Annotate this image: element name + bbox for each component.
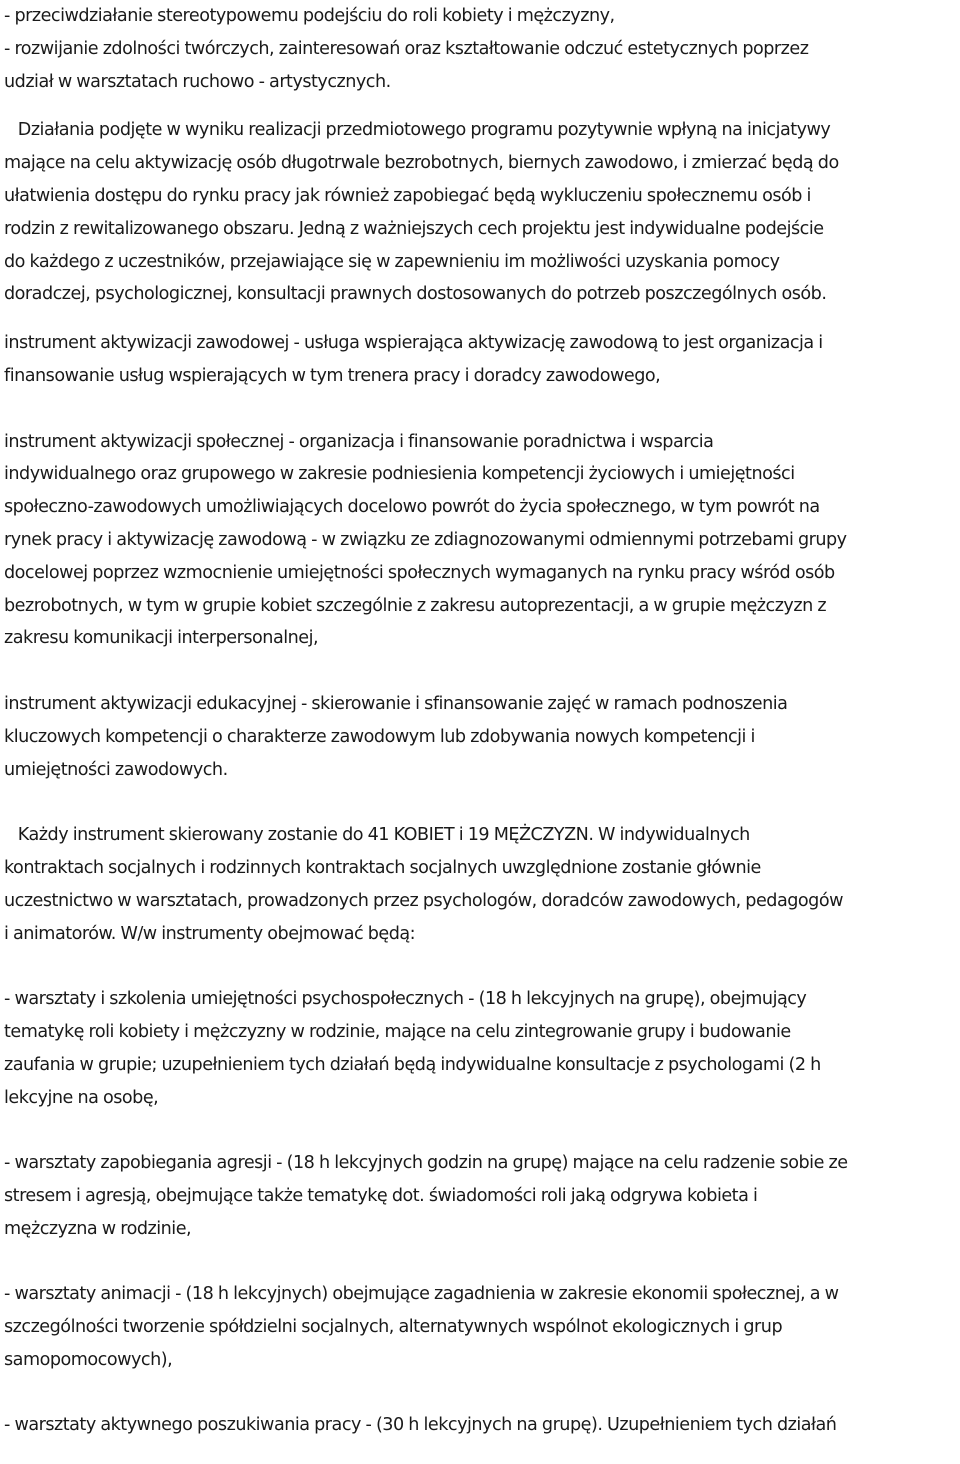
list-item: - przeciwdziałanie stereotypowemu podejściu do roli kobiety i mężczyzny, xyxy=(4,6,615,26)
list-item-continuation: lekcyjne na osobę, xyxy=(4,1087,159,1108)
paragraph-line: rynek pracy i aktywizację zawodową - w związku ze zdiagnozowanymi odmiennymi potrzebami grupy xyxy=(4,529,847,550)
paragraph-line: rodzin z rewitalizowanego obszaru. Jedną z ważniejszych cech projektu jest indywidualne podejście xyxy=(4,218,824,239)
instrument-zawodowy-paragraph xyxy=(4,327,960,393)
paragraph-line: społeczno-zawodowych umożliwiających docelowo powrót do życia społecznego, w tym powrót na xyxy=(4,497,820,518)
paragraph-line: docelowej poprzez wzmocnienie umiejętności społecznych wymaganych na rynku pracy wśród osób xyxy=(4,562,835,583)
workshop-agresja-item xyxy=(4,1147,960,1245)
paragraph-line: kluczowych kompetencji o charakterze zawodowym lub zdobywania nowych kompetencji i xyxy=(4,726,755,747)
list-item-continuation: tematykę roli kobiety i mężczyzny w rodzinie, mające na celu zintegrowanie grupy i budowanie xyxy=(4,1021,791,1042)
paragraph-line: i animatorów. W/w instrumenty obejmować będą: xyxy=(4,923,416,944)
paragraph-spacer xyxy=(4,98,960,114)
intro-list xyxy=(4,0,960,98)
document-page xyxy=(4,0,960,1464)
instrument-edukacyjny-paragraph xyxy=(4,688,960,786)
paragraph-spacer xyxy=(4,311,960,327)
paragraph-line: kontraktach socjalnych i rodzinnych kontraktach socjalnych uwzględnione zostanie głównie xyxy=(4,857,761,878)
participants-paragraph xyxy=(4,819,960,950)
paragraph-line: Każdy instrument skierowany zostanie do 41 KOBIET i 19 MĘŻCZYZN. W indywidualnych xyxy=(4,825,750,846)
list-item-continuation: szczególności tworzenie spółdzielni socjalnych, alternatywnych wspólnot ekologicznych i grup xyxy=(4,1317,783,1338)
list-item: - rozwijanie zdolności twórczych, zainteresowań oraz kształtowanie odczuć estetycznych poprzez xyxy=(4,38,809,59)
list-item: - warsztaty aktywnego poszukiwania pracy - (30 h lekcyjnych na grupę). Uzupełnieniem tych działań xyxy=(4,1415,837,1436)
workshop-animacja-item xyxy=(4,1278,960,1376)
list-item-continuation: zaufania w grupie; uzupełnieniem tych działań będą indywidualne konsultacje z psychologami (2 h xyxy=(4,1054,821,1075)
paragraph-line: finansowanie usług wspierających w tym trenera pracy i doradcy zawodowego, xyxy=(4,365,661,386)
list-item: - warsztaty i szkolenia umiejętności psychospołecznych - (18 h lekcyjnych na grupę), obejmujący xyxy=(4,989,807,1010)
paragraph-line: ułatwienia dostępu do rynku pracy jak również zapobiegać będą wykluczeniu społecznemu osób i xyxy=(4,185,811,206)
list-item-continuation: samopomocowych), xyxy=(4,1349,173,1370)
paragraph-line: mające na celu aktywizację osób długotrwale bezrobotnych, biernych zawodowo, i zmierzać będą do xyxy=(4,153,839,174)
impact-paragraph xyxy=(4,114,960,311)
list-item-continuation: mężczyzna w rodzinie, xyxy=(4,1218,192,1239)
paragraph-spacer xyxy=(4,1245,960,1278)
list-item-continuation: stresem i agresją, obejmujące także tematykę dot. świadomości roli jaką odgrywa kobieta i xyxy=(4,1185,758,1206)
paragraph-spacer xyxy=(4,1114,960,1147)
paragraph-spacer xyxy=(4,950,960,983)
paragraph-line: Działania podjęte w wyniku realizacji przedmiotowego programu pozytywnie wpłyną na inicjatywy xyxy=(4,120,831,141)
paragraph-line: instrument aktywizacji edukacyjnej - skierowanie i sfinansowanie zajęć w ramach podnoszenia xyxy=(4,693,788,714)
paragraph-spacer xyxy=(4,655,960,688)
workshop-psycho-item xyxy=(4,983,960,1114)
paragraph-line: instrument aktywizacji zawodowej - usługa wspierająca aktywizację zawodową to jest organizacja i xyxy=(4,333,823,354)
paragraph-line: do każdego z uczestników, przejawiające się w zapewnieniu im możliwości uzyskania pomocy xyxy=(4,251,780,272)
list-item-continuation: udział w warsztatach ruchowo - artystycznych. xyxy=(4,71,391,92)
paragraph-line: umiejętności zawodowych. xyxy=(4,759,228,780)
instrument-spoleczny-paragraph xyxy=(4,426,960,656)
paragraph-spacer xyxy=(4,393,960,426)
list-item: - warsztaty animacji - (18 h lekcyjnych) obejmujące zagadnienia w zakresie ekonomii społecznej, a w xyxy=(4,1284,839,1305)
paragraph-line: instrument aktywizacji społecznej - organizacja i finansowanie poradnictwa i wsparcia xyxy=(4,431,714,452)
paragraph-line: zakresu komunikacji interpersonalnej, xyxy=(4,628,319,649)
paragraph-spacer xyxy=(4,786,960,819)
paragraph-spacer xyxy=(4,1377,960,1410)
paragraph-line: doradczej, psychologicznej, konsultacji prawnych dostosowanych do potrzeb poszczególnych osób. xyxy=(4,284,827,305)
paragraph-line: uczestnictwo w warsztatach, prowadzonych przez psychologów, doradców zawodowych, pedagogów xyxy=(4,890,843,911)
paragraph-line: indywidualnego oraz grupowego w zakresie podniesienia kompetencji życiowych i umiejętności xyxy=(4,464,795,485)
list-item: - warsztaty zapobiegania agresji - (18 h lekcyjnych godzin na grupę) mające na celu radzenie sobie ze xyxy=(4,1153,848,1174)
paragraph-line: bezrobotnych, w tym w grupie kobiet szczególnie z zakresu autoprezentacji, a w grupie mężczyzn z xyxy=(4,595,827,616)
workshop-praca-item xyxy=(4,1409,960,1442)
